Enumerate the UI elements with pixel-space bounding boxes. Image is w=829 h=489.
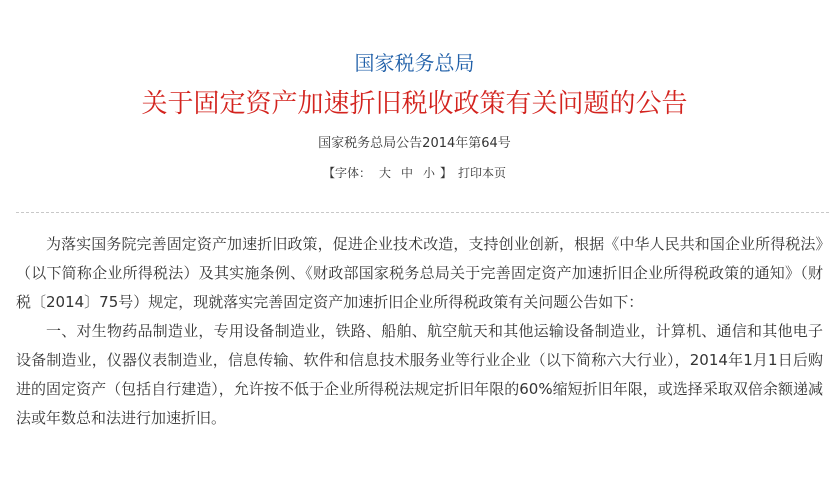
page-title: 关于固定资产加速折旧税收政策有关问题的公告 <box>141 89 688 119</box>
issuing-agency: 国家税务总局 <box>354 51 475 75</box>
document-body <box>16 230 823 433</box>
body-paragraph-item-1: 一、对生物药品制造业，专用设备制造业，铁路、船舶、航空航天和其他运输设备制造业，计算机、通信和其他电子设备制造业，仪器仪表制造业，信息传输、软件和信息技术服务业等行业企业（以下简称六大行业），2014年1月1日后购进的固定资产（包括自行建造），允许按不低于企业所得税法规定折旧年限的60%缩短折旧年限，或选择采取双倍余额递减法或年数总和法进行加速折旧。 <box>16 322 823 427</box>
font-size-medium-link[interactable]: 中 <box>400 166 413 180</box>
font-size-large-link[interactable]: 大 <box>378 166 391 180</box>
print-page-link[interactable]: 打印本页 <box>458 166 507 180</box>
toolbar-bracket-close: 】 <box>440 166 453 180</box>
header-divider <box>16 212 829 213</box>
body-paragraph-intro: 为落实国务院完善固定资产加速折旧政策，促进企业技术改造，支持创业创新，根据《中华人民共和国企业所得税法》（以下简称企业所得税法）及其实施条例、《财政部国家税务总局关于完善固定资产加速折旧企业所得税政策的通知》（财税〔2014〕75号）规定，现就落实完善固定资产加速折旧企业所得税政策有关问题公告如下： <box>16 235 823 311</box>
document-number: 国家税务总局公告2014年第64号 <box>318 136 511 151</box>
font-size-label: 字体： <box>334 166 371 180</box>
font-size-toolbar <box>0 165 829 181</box>
toolbar-bracket-open: 【 <box>322 166 335 180</box>
font-size-small-link[interactable]: 小 <box>423 166 436 180</box>
